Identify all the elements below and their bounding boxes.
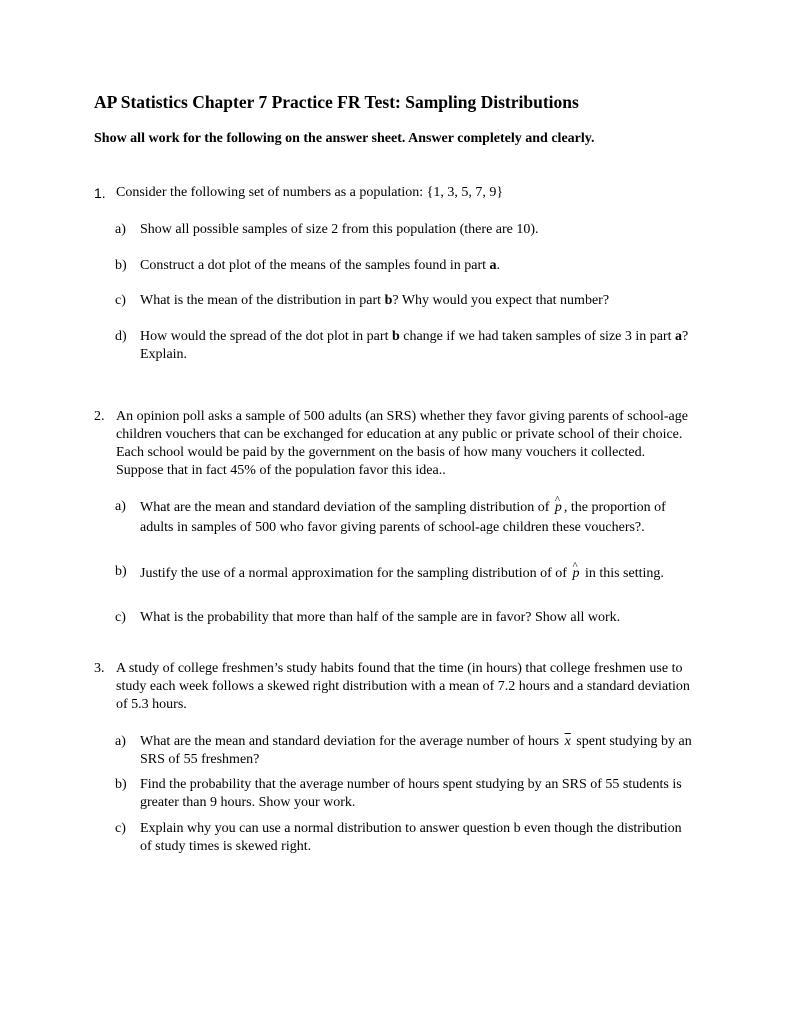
- part-text: How would the spread of the dot plot in part b change if we had taken samples of size 3 in part a? Explain.: [140, 329, 689, 362]
- question-1-part-b: [115, 257, 695, 275]
- question-3-part-c: [115, 820, 695, 856]
- part-label: b): [115, 777, 127, 792]
- part-text: Show all possible samples of size 2 from this population (there are 10).: [140, 222, 539, 237]
- question-3-part-b: [115, 776, 695, 812]
- question-1-part-c: [115, 292, 695, 310]
- instructions: Show all work for the following on the answer sheet. Answer completely and clearly.: [94, 131, 595, 146]
- part-label: c): [115, 610, 126, 625]
- question-1-part-a: [115, 221, 695, 239]
- question-1-part-d: [115, 328, 695, 364]
- question-number: 2.: [94, 409, 105, 424]
- part-text: Explain why you can use a normal distribution to answer question b even though the distribution of study times is skewed right.: [140, 821, 682, 854]
- p-hat-symbol: ^ p: [553, 498, 564, 518]
- question-text: Consider the following set of numbers as a population: {1, 3, 5, 7, 9}: [116, 185, 504, 200]
- p-hat-symbol: ^ p: [570, 563, 581, 585]
- question-3-part-a: [115, 733, 695, 769]
- part-label: a): [115, 222, 126, 237]
- question-2: [94, 408, 694, 480]
- part-text: Find the probability that the average number of hours spent studying by an SRS of 55 students is greater than 9 hours. Show your work.: [140, 777, 682, 810]
- question-2-part-a: [115, 498, 695, 538]
- question-text: A study of college freshmen’s study habits found that the time (in hours) that college freshmen use to study each week follows a skewed right distribution with a mean of 7.2 hours and a standard deviation of 5.3 hours.: [116, 661, 690, 712]
- part-label: a): [115, 499, 126, 514]
- question-number: 3.: [94, 661, 105, 676]
- part-text: What is the mean of the distribution in part b? Why would you expect that number?: [140, 293, 610, 308]
- part-label: b): [115, 564, 127, 579]
- question-number: 1.: [94, 185, 106, 201]
- x-bar-symbol: $\overline{x}$: [564, 734, 571, 749]
- question-text: An opinion poll asks a sample of 500 adults (an SRS) whether they favor giving parents of school-age children vouchers that can be exchanged for education at any public or private school of their choice. Each school would be paid by the government on the basis of how many vouchers it collected. Suppose that in fact 45% of the population favor this idea..: [116, 409, 688, 478]
- part-label: a): [115, 734, 126, 749]
- part-label: d): [115, 329, 127, 344]
- part-text: What is the probability that more than half of the sample are in favor? Show all work.: [140, 610, 621, 625]
- part-text: What are the mean and standard deviation for the average number of hours $\overline{x}$ spent studying by an SRS of 55 freshmen?: [140, 734, 692, 767]
- part-text: Justify the use of a normal approximation for the sampling distribution of of ^ p in this setting.: [140, 563, 695, 585]
- page-title: AP Statistics Chapter 7 Practice FR Test: Sampling Distributions: [94, 92, 579, 112]
- part-label: c): [115, 293, 126, 308]
- question-2-part-c: [115, 609, 695, 627]
- question-2-part-b: [115, 563, 695, 585]
- part-text: What are the mean and standard deviation of the sampling distribution of ^ p , the proportion of adults in samples of 500 who favor giving parents of school-age children these vouchers?.: [140, 498, 695, 538]
- question-3: [94, 660, 694, 714]
- part-label: b): [115, 258, 127, 273]
- part-text: Construct a dot plot of the means of the samples found in part a.: [140, 258, 501, 273]
- part-label: c): [115, 821, 126, 836]
- question-1: [94, 184, 694, 202]
